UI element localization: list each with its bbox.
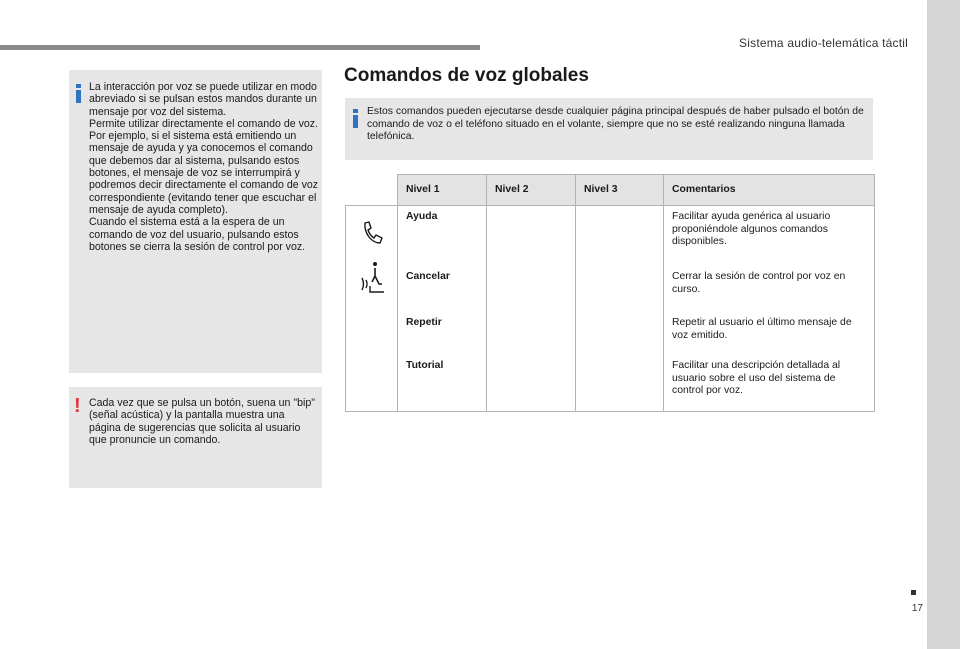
voice-command-icon xyxy=(360,260,386,296)
column-header-nivel2: Nivel 2 xyxy=(487,175,576,206)
voice-commands-table xyxy=(345,174,875,412)
table-header-row xyxy=(346,175,875,206)
info-paragraph: Cuando el sistema está a la espera de un comando de voz del usuario, pulsando estos botones se cierra la sesión de control por voz. xyxy=(89,216,306,253)
column-header-comentarios: Comentarios xyxy=(664,175,875,206)
command-level3 xyxy=(576,206,664,267)
command-level3 xyxy=(576,266,664,312)
info-paragraph: Por ejemplo, si el sistema está emitiendo un mensaje de ayuda y ya conocemos el comando que debemos dar al sistema, pulsando estos botones, el mensaje de voz se interrumpirá y podremos decir directamente el comando de voz correspondiente (evitando tener que escuchar el mensaje de ayuda completo). xyxy=(89,130,319,216)
page-number: 17 xyxy=(911,603,923,614)
command-level3 xyxy=(576,312,664,355)
command-level2 xyxy=(487,312,576,355)
command-level1: Tutorial xyxy=(398,355,487,412)
table-header-blank xyxy=(346,175,398,206)
command-level1: Repetir xyxy=(398,312,487,355)
page-marker xyxy=(911,590,916,595)
phone-icon xyxy=(360,220,384,246)
info-box-text xyxy=(89,81,319,253)
page-edge-band xyxy=(927,0,960,649)
command-level2 xyxy=(487,266,576,312)
command-level1: Ayuda xyxy=(398,206,487,267)
section-title: Sistema audio-telemática táctil xyxy=(739,36,908,50)
command-comment: Cerrar la sesión de control por voz en curso. xyxy=(664,266,875,312)
page-title: Comandos de voz globales xyxy=(344,65,589,86)
info-icon xyxy=(76,84,81,103)
command-button-icons xyxy=(346,206,398,412)
warning-icon: ! xyxy=(74,395,81,417)
command-level2 xyxy=(487,355,576,412)
beep-warning-box xyxy=(69,387,322,488)
command-level3 xyxy=(576,355,664,412)
info-paragraph: La interacción por voz se puede utilizar en modo abreviado si se pulsan estos mandos durante un mensaje por voz del sistema. Permite utilizar directamente el comando de voz. xyxy=(89,81,319,130)
column-header-nivel1: Nivel 1 xyxy=(398,175,487,206)
command-level2 xyxy=(487,206,576,267)
command-comment: Repetir al usuario el último mensaje de voz emitido. xyxy=(664,312,875,355)
command-comment: Facilitar ayuda genérica al usuario proponiéndole algunos comandos disponibles. xyxy=(664,206,875,267)
command-level1: Cancelar xyxy=(398,266,487,312)
global-commands-info-box xyxy=(345,98,873,160)
voice-shortcut-info-box xyxy=(69,70,322,373)
warning-text: Cada vez que se pulsa un botón, suena un "bip" (señal acústica) y la pantalla muestra una página de sugerencias que solicita al usuario que pronuncie un comando. xyxy=(89,397,316,446)
table-row xyxy=(346,266,875,312)
column-header-nivel3: Nivel 3 xyxy=(576,175,664,206)
info-icon xyxy=(353,109,358,128)
command-comment: Facilitar una descripción detallada al usuario sobre el uso del sistema de control por voz. xyxy=(664,355,875,412)
header-rule xyxy=(0,45,480,50)
table-row xyxy=(346,312,875,355)
table-row xyxy=(346,206,875,267)
info-box-text: Estos comandos pueden ejecutarse desde cualquier página principal después de haber pulsado el botón de comando de voz o el teléfono situado en el volante, siempre que no se esté realizando ninguna llamada telefónica. xyxy=(367,106,864,143)
table-row xyxy=(346,355,875,412)
